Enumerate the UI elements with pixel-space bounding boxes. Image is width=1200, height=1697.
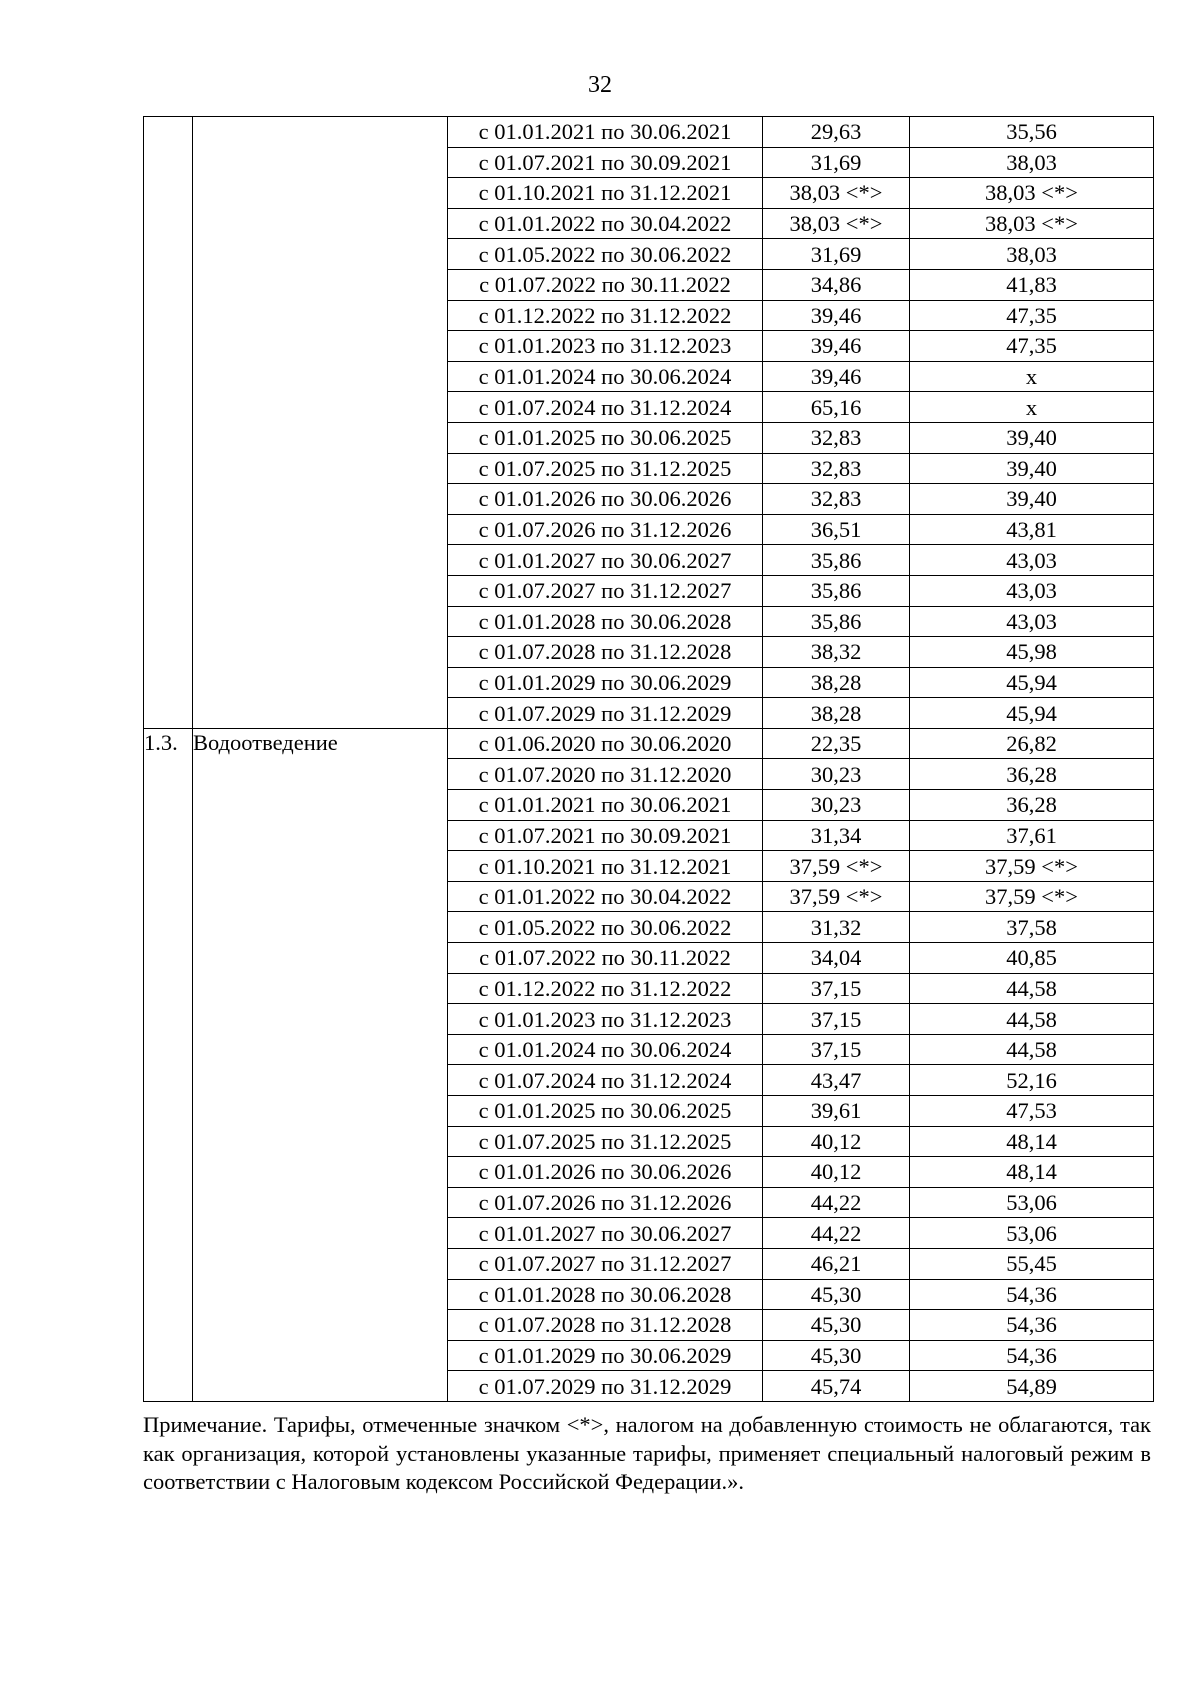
tariff-value-cell: 45,30 xyxy=(763,1340,910,1371)
tariff-value-cell: 29,63 xyxy=(763,117,910,148)
tariff-value-cell: 38,03 <*> xyxy=(763,208,910,239)
tariff-value-with-vat-cell: 45,94 xyxy=(910,698,1154,729)
period-cell: с 01.07.2021 по 30.09.2021 xyxy=(448,820,763,851)
tariff-value-with-vat-cell: 36,28 xyxy=(910,790,1154,821)
period-cell: с 01.01.2021 по 30.06.2021 xyxy=(448,790,763,821)
tariff-value-cell: 45,74 xyxy=(763,1371,910,1402)
period-cell: с 01.01.2029 по 30.06.2029 xyxy=(448,1340,763,1371)
table-row xyxy=(144,117,1154,148)
period-cell: с 01.07.2025 по 31.12.2025 xyxy=(448,453,763,484)
table-row xyxy=(144,728,1154,759)
period-cell: с 01.07.2024 по 31.12.2024 xyxy=(448,1065,763,1096)
tariff-value-cell: 22,35 xyxy=(763,728,910,759)
tariff-value-cell: 35,86 xyxy=(763,606,910,637)
tariff-value-with-vat-cell: 41,83 xyxy=(910,269,1154,300)
tariff-value-cell: 36,51 xyxy=(763,514,910,545)
tariff-value-cell: 35,86 xyxy=(763,545,910,576)
period-cell: с 01.01.2022 по 30.04.2022 xyxy=(448,208,763,239)
tariff-value-cell: 44,22 xyxy=(763,1187,910,1218)
tariff-value-with-vat-cell: 37,58 xyxy=(910,912,1154,943)
period-cell: с 01.01.2025 по 30.06.2025 xyxy=(448,422,763,453)
period-cell: с 01.01.2022 по 30.04.2022 xyxy=(448,881,763,912)
tariff-value-cell: 65,16 xyxy=(763,392,910,423)
period-cell: с 01.12.2022 по 31.12.2022 xyxy=(448,973,763,1004)
tariff-value-with-vat-cell: 26,82 xyxy=(910,728,1154,759)
tariff-value-with-vat-cell: 43,81 xyxy=(910,514,1154,545)
tariff-value-cell: 30,23 xyxy=(763,759,910,790)
tariff-value-cell: 32,83 xyxy=(763,453,910,484)
period-cell: с 01.07.2028 по 31.12.2028 xyxy=(448,637,763,668)
period-cell: с 01.05.2022 по 30.06.2022 xyxy=(448,912,763,943)
tariff-value-with-vat-cell: 47,53 xyxy=(910,1096,1154,1127)
tariff-value-cell: 39,46 xyxy=(763,361,910,392)
period-cell: с 01.07.2026 по 31.12.2026 xyxy=(448,1187,763,1218)
tariff-value-with-vat-cell: 54,89 xyxy=(910,1371,1154,1402)
service-name-cell xyxy=(193,117,448,729)
period-cell: с 01.01.2029 по 30.06.2029 xyxy=(448,667,763,698)
tariff-value-with-vat-cell: 55,45 xyxy=(910,1248,1154,1279)
tariff-value-cell: 39,46 xyxy=(763,300,910,331)
tariff-table-body xyxy=(144,117,1154,1402)
period-cell: с 01.12.2022 по 31.12.2022 xyxy=(448,300,763,331)
tariff-value-cell: 39,46 xyxy=(763,331,910,362)
tariff-value-cell: 34,86 xyxy=(763,269,910,300)
tariff-value-cell: 37,59 <*> xyxy=(763,851,910,882)
tariff-value-cell: 46,21 xyxy=(763,1248,910,1279)
tariff-value-with-vat-cell: 54,36 xyxy=(910,1279,1154,1310)
section-number-cell xyxy=(144,117,193,729)
tariff-value-with-vat-cell: 44,58 xyxy=(910,1034,1154,1065)
tariff-value-cell: 37,59 <*> xyxy=(763,881,910,912)
tariff-value-with-vat-cell: 48,14 xyxy=(910,1157,1154,1188)
period-cell: с 01.07.2024 по 31.12.2024 xyxy=(448,392,763,423)
period-cell: с 01.07.2021 по 30.09.2021 xyxy=(448,147,763,178)
tariff-table xyxy=(143,116,1154,1402)
period-cell: с 01.01.2023 по 31.12.2023 xyxy=(448,1004,763,1035)
period-cell: с 01.06.2020 по 30.06.2020 xyxy=(448,728,763,759)
period-cell: с 01.01.2021 по 30.06.2021 xyxy=(448,117,763,148)
period-cell: с 01.07.2020 по 31.12.2020 xyxy=(448,759,763,790)
tariff-value-cell: 37,15 xyxy=(763,1034,910,1065)
period-cell: с 01.01.2024 по 30.06.2024 xyxy=(448,1034,763,1065)
tariff-value-with-vat-cell: 54,36 xyxy=(910,1340,1154,1371)
tariff-value-with-vat-cell: 39,40 xyxy=(910,422,1154,453)
period-cell: с 01.07.2025 по 31.12.2025 xyxy=(448,1126,763,1157)
tariff-value-cell: 31,69 xyxy=(763,147,910,178)
period-cell: с 01.01.2026 по 30.06.2026 xyxy=(448,1157,763,1188)
period-cell: с 01.01.2024 по 30.06.2024 xyxy=(448,361,763,392)
page-number: 32 xyxy=(588,72,612,98)
period-cell: с 01.07.2022 по 30.11.2022 xyxy=(448,943,763,974)
tariff-value-with-vat-cell: 38,03 <*> xyxy=(910,178,1154,209)
tariff-value-with-vat-cell: 38,03 xyxy=(910,239,1154,270)
period-cell: с 01.10.2021 по 31.12.2021 xyxy=(448,178,763,209)
period-cell: с 01.07.2026 по 31.12.2026 xyxy=(448,514,763,545)
tariff-value-with-vat-cell: 39,40 xyxy=(910,453,1154,484)
tariff-value-cell: 38,28 xyxy=(763,698,910,729)
tariff-value-with-vat-cell: 45,94 xyxy=(910,667,1154,698)
period-cell: с 01.07.2027 по 31.12.2027 xyxy=(448,575,763,606)
tariff-value-cell: 31,32 xyxy=(763,912,910,943)
period-cell: с 01.05.2022 по 30.06.2022 xyxy=(448,239,763,270)
tariff-value-cell: 39,61 xyxy=(763,1096,910,1127)
section-number-cell: 1.3. xyxy=(144,728,193,1401)
tariff-value-with-vat-cell: х xyxy=(910,392,1154,423)
tariff-value-cell: 43,47 xyxy=(763,1065,910,1096)
tariff-value-cell: 30,23 xyxy=(763,790,910,821)
tariff-value-with-vat-cell: 52,16 xyxy=(910,1065,1154,1096)
period-cell: с 01.07.2027 по 31.12.2027 xyxy=(448,1248,763,1279)
tariff-value-cell: 31,69 xyxy=(763,239,910,270)
tariff-value-with-vat-cell: 40,85 xyxy=(910,943,1154,974)
tariff-value-cell: 37,15 xyxy=(763,973,910,1004)
period-cell: с 01.01.2023 по 31.12.2023 xyxy=(448,331,763,362)
tariff-value-with-vat-cell: 48,14 xyxy=(910,1126,1154,1157)
period-cell: с 01.01.2025 по 30.06.2025 xyxy=(448,1096,763,1127)
tariff-value-cell: 38,32 xyxy=(763,637,910,668)
period-cell: с 01.01.2028 по 30.06.2028 xyxy=(448,1279,763,1310)
service-name-cell: Водоотведение xyxy=(193,728,448,1401)
tariff-value-cell: 31,34 xyxy=(763,820,910,851)
tariff-value-cell: 38,28 xyxy=(763,667,910,698)
tariff-value-cell: 40,12 xyxy=(763,1126,910,1157)
tariff-value-with-vat-cell: 43,03 xyxy=(910,575,1154,606)
period-cell: с 01.01.2027 по 30.06.2027 xyxy=(448,1218,763,1249)
tariff-value-cell: 44,22 xyxy=(763,1218,910,1249)
tariff-value-with-vat-cell: 45,98 xyxy=(910,637,1154,668)
tariff-value-with-vat-cell: 37,61 xyxy=(910,820,1154,851)
tariff-value-with-vat-cell: х xyxy=(910,361,1154,392)
tariff-value-cell: 32,83 xyxy=(763,422,910,453)
tariff-value-cell: 35,86 xyxy=(763,575,910,606)
tariff-value-with-vat-cell: 47,35 xyxy=(910,331,1154,362)
tariff-value-with-vat-cell: 38,03 xyxy=(910,147,1154,178)
period-cell: с 01.01.2026 по 30.06.2026 xyxy=(448,484,763,515)
period-cell: с 01.10.2021 по 31.12.2021 xyxy=(448,851,763,882)
tariff-value-with-vat-cell: 53,06 xyxy=(910,1218,1154,1249)
tariff-value-with-vat-cell: 38,03 <*> xyxy=(910,208,1154,239)
tariff-value-cell: 40,12 xyxy=(763,1157,910,1188)
period-cell: с 01.07.2029 по 31.12.2029 xyxy=(448,698,763,729)
tariff-value-with-vat-cell: 53,06 xyxy=(910,1187,1154,1218)
tariff-value-cell: 34,04 xyxy=(763,943,910,974)
tariff-value-with-vat-cell: 36,28 xyxy=(910,759,1154,790)
period-cell: с 01.07.2022 по 30.11.2022 xyxy=(448,269,763,300)
period-cell: с 01.01.2028 по 30.06.2028 xyxy=(448,606,763,637)
tariff-value-with-vat-cell: 43,03 xyxy=(910,545,1154,576)
tariff-value-cell: 45,30 xyxy=(763,1310,910,1341)
period-cell: с 01.07.2029 по 31.12.2029 xyxy=(448,1371,763,1402)
tariff-value-cell: 38,03 <*> xyxy=(763,178,910,209)
footnote: Примечание. Тарифы, отмеченные значком <*>, налогом на добавленную стоимость не облагаются, так как организация, которой установлены указанные тарифы, применяет специальный налоговый режим в соответствии с Налоговым кодексом Российской Федерации.». xyxy=(143,1412,1151,1494)
tariff-value-with-vat-cell: 39,40 xyxy=(910,484,1154,515)
tariff-value-cell: 32,83 xyxy=(763,484,910,515)
tariff-value-with-vat-cell: 47,35 xyxy=(910,300,1154,331)
tariff-value-with-vat-cell: 44,58 xyxy=(910,973,1154,1004)
tariff-value-cell: 37,15 xyxy=(763,1004,910,1035)
tariff-value-with-vat-cell: 37,59 <*> xyxy=(910,851,1154,882)
tariff-value-with-vat-cell: 35,56 xyxy=(910,117,1154,148)
tariff-value-with-vat-cell: 54,36 xyxy=(910,1310,1154,1341)
period-cell: с 01.07.2028 по 31.12.2028 xyxy=(448,1310,763,1341)
tariff-value-cell: 45,30 xyxy=(763,1279,910,1310)
tariff-value-with-vat-cell: 43,03 xyxy=(910,606,1154,637)
tariff-value-with-vat-cell: 37,59 <*> xyxy=(910,881,1154,912)
tariff-value-with-vat-cell: 44,58 xyxy=(910,1004,1154,1035)
period-cell: с 01.01.2027 по 30.06.2027 xyxy=(448,545,763,576)
